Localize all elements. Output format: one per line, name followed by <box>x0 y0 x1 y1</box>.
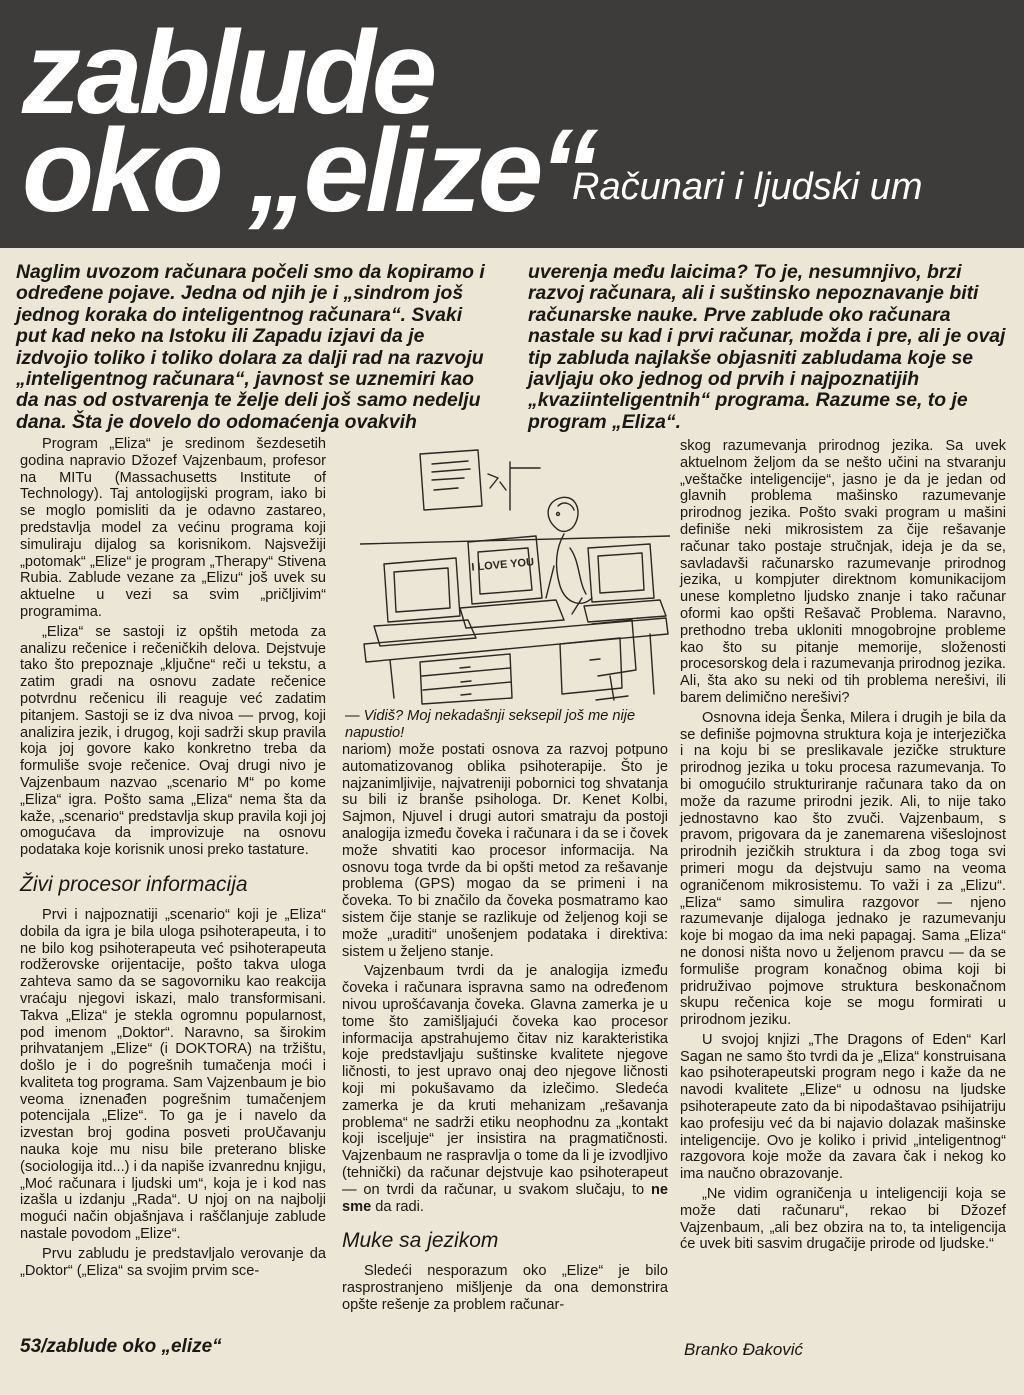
paragraph-text: Vajzenbaum tvrdi da je analogija između čoveka i računara ispravna samo na određenom nivou uprošćavanja čoveka. Glavna zamerka je u tome što zamišljajući čoveka kao procesor informacija apstrahujemo čitav niz karakteristika koje predstavljaju suštinske kvalitete njegove ličnosti, to jest upravo onaj deo njegove ličnosti koji mi pokušavamo da izlečimo. Sledeća zamerka je da kruti mehanizam „rešavanja problema“ ne sadrži etiku neophodnu za „kontakt koji isceljuje“ jer insistira na pragmatičnosti. Vajzenbaum ne raspravlja o tome da li je izvodljivo (tehnički) da računar dejstvuje kao psihoterapeut — on tvrdi da računar, u svakom slučaju, to <box>342 963 668 1198</box>
cartoon-illustration <box>360 448 670 706</box>
column-2 <box>342 742 668 1342</box>
paragraph: Prvi i najpoznatiji „scenario“ koji je „Eliza“ dobila da igra je bila uloga psihoterapeuta, i to ne bilo kog psihoterapeuta već psihoterapeuta rodžerovske orijentacije, pošto takva uloga zahteva samo da se sagovorniku kao reakcija vraćaju njegovi iskazi, malo transformisani. Takva „Eliza“ je stekla ogromnu popularnost, pod imenom „Doktor“. Naravno, sa širokim prihvatanjem „Elize“ (i DOKTORA) na tržištu, došlo je i do pogrešnih tumačenja moći i kvaliteta tog programa. Sam Vajzenbaum je bio veoma iznenađen pogrešnim tumačenjem potencijala „Elize“. To ga je i navelo da izvestan broj godina posveti proUčavanju nauka koje mu nisu bile preterano bliske (sociologija itd...) i da napiše izvanrednu knjigu, „Moć računara i ljudski um“, koja je i kod nas izašla u izdanju „Rada“. U njoj on na najbolji mogući način objašnjava i raščlanjuje zablude nastale povodom „Elize“. <box>20 906 326 1243</box>
headline-line-2: oko „elize“ <box>22 105 595 237</box>
column-3 <box>680 438 1006 1338</box>
lead-left: Naglim uvozom računara počeli smo da kopiramo i određene pojave. Jedna od njih je i „sindrom još jednog koraka do inteligentnog računara“. Svaki put kad neko na Istoku ili Zapadu izjavi da je izdvojio toliko i toliko dolara za dalji rad na razvoju „inteligentnog računara“, javnost se uznemiri kao da nas od ostvarenja te želje deli još samo nedelju dana. Šta je dovelo do odomaćenja ovakvih <box>16 261 485 433</box>
paragraph-text: da radi. <box>375 1198 424 1215</box>
paragraph: „Ne vidim ograničenja u inteligenciji koja se može dati računaru“, rekao bi Džozef Vajzenbaum, „ali bez obzira na to, ta inteligencija će uvek biti sasvim drugačije prirode od ljudske.“ <box>680 1186 1006 1253</box>
emphasis: ne sme <box>342 1181 668 1215</box>
paragraph: U svojoj knjizi „The Dragons of Eden“ Karl Sagan ne samo što tvrdi da je „Eliza“ konstruisana kao psihoterapeutski program nego i kaže da ne navodi kvalitete „Elize“ u odnosu na ljudske psihoterapeute zato da bi nipodaštavao psihijatriju kao profesiju već da bi najavio dolazak mašinske inteligencije. Ovo je koliko i privid „inteligentnog“ razgovora koje može da zavara čak i nekog ko ima naučno obrazovanje. <box>680 1031 1006 1183</box>
paragraph: skog razumevanja prirodnog jezika. Sa uvek aktuelnom željom da se nešto učini na stvaranju „veštačke inteligencije“, jasno je da je jedan od glavnih problema mašinsko razumevanje prirodnog jezika. Pošto svaki program u mašini definiše neki mikrosistem za čije rešavanje računar tako postaje stručnjak, ideja je da se, savladavši računarsko razumevanje prirodnog jezika, u kompjuter direktnom komunikacijom unese kompletno ljudsko znanje i tako računar oformi kao opšti Rešavač Problema. Naravno, prethodno treba ukloniti mnogobrojne probleme kao što su pitanje memorije, složenosti procesorskog dela i razumevanja prirodnog jezika. Ali, šta ako su neki od tih problema nerešivi, ili barem delimično nerešivi? <box>680 438 1006 706</box>
lead-paragraph <box>16 262 1006 433</box>
paragraph: Osnovna ideja Šenka, Milera i drugih je bila da se definiše pojmovna struktura koja je interjezička i na koju bi se preslikavale jezičke strukture prirodnog jezika u toku procesa razumevanja. To bi omogućilo strukturiranje računara tako da on može da razume prirodni jezik. Ali, to nije tako jednostavno kao što zvuči. Vajzenbaum, s pravom, prigovara da je zanemarena višeslojnost prirodnih jezičkih struktura i da zbog toga svi primeri mogu da dejstvuju samo na veoma ograničenom mikrosistemu. To važi i za „Elizu“. „Eliza“ samo simulira razgovor — njeno razumevanje dijaloga jednako je razumevanju koje bi mogao da ima neki papagaj. Sama „Eliza“ ne donosi ništa novo u željenom pravcu — da se formuliše program konačnog obima koji bi pridruživao pojmove struktura beskonačnom skupu rečenica koje se mogu formirati u prirodnom jeziku. <box>680 709 1006 1029</box>
cartoon-drawing <box>360 448 670 706</box>
headline-line-1: zablude <box>22 7 434 139</box>
column-1 <box>20 436 326 1296</box>
subheading: Muke sa jezikom <box>342 1229 499 1253</box>
lead-right: uverenja među laicima? To je, nesumnjivo, brzi razvoj računara, ali i suštinsko nepoznavanje biti računarske nauke. Prve zablude oko računara nastale su kad i prvi računar, možda i pre, ali je ovaj tip zabluda najlakše objasniti zabludama koje se javljaju oko jednog od prvih i najpoznatijih „kvaziinteligentnih“ programa. Razume se, to je program „Eliza“. <box>528 261 1006 433</box>
paragraph: Prvu zabludu je predstavljalo verovanje da „Doktor“ („Eliza“ sa svojim prvim sce- <box>20 1245 326 1279</box>
masthead <box>0 0 1024 248</box>
cartoon-caption: — Vidiš? Moj nekadašnji seksepil još me nije napustio! <box>345 708 636 741</box>
paragraph: Sledeći nesporazum oko „Elize“ je bilo rasprostranjeno mišljenje da ona demonstrira opšte rešenje za problem računar- <box>342 1263 668 1313</box>
page-folio: 53/zablude oko „elize“ <box>20 1336 222 1357</box>
subheading: Živi procesor informacija <box>20 872 248 896</box>
paragraph: Program „Eliza“ je sredinom šezdesetih godina napravio Džozef Vajzenbaum, profesor na MITu (Massachusetts Institute of Technology). Taj antologijski program, iako bi se moglo pomisliti da je odavno zastareo, predstavlja model za većinu programa koji simuliraju dijalog sa korisnikom. Najsvežiji „potomak“ „Elize“ je program „Therapy“ Stivena Rubia. Zablude vezane za „Elizu“ još uvek su aktuelne u vezi sa svim „pričljivim“ programima. <box>20 436 326 620</box>
screen-message: I LOVE YOU <box>470 556 535 574</box>
series-title: Računari i ljudski um <box>572 166 923 208</box>
paragraph: nariom) može postati osnova za razvoj potpuno automatizovanog oblika psihoterapije. Što je najzanimljivije, najvatreniji pobornici tog shvatanja su bili iz branše psihologa. Dr. Kenet Kolbi, Sajmon, Njuvel i drugi autori smatraju da postoji analogija između čoveka i računara i da se i čovek može shvatiti kao procesor informacija. Na osnovu toga tvrde da bi opšti metod za rešavanje problema (GPS) mogao da se primeni i na čoveka. To bi značilo da čoveka posmatramo kao sistem čije stanje se razlikuje od željenog koji se može „uraditi“ unošenjem podataka i direktiva: sistem u željeno stanje. <box>342 742 668 960</box>
paragraph <box>342 963 668 1215</box>
author-byline: Branko Đaković <box>684 1340 804 1359</box>
paragraph: „Eliza“ se sastoji iz opštih metoda za analizu rečenice i rečeničkih delova. Dejstvuje tako što prepoznaje „ključne“ reči u tekstu, a zatim gradi na osnovu zadate rečenice potvrdnu rečenicu ili reaguje već zadatim pitanjem. Sastoji se iz dva nivoa — prvog, koji analizira jezik, i drugog, koji sadrži skup pravila koja joj govore kako konkretno treba da formuliše svoje rečenice. Ovaj drugi nivo je Vajzenbaum nazvao „scenario M“ po kome „Eliza“ igra. Pošto sama „Eliza“ nema šta da kaže, „scenario“ predstavlja skup pravila koji joj omogućava da improvizuje na osnovu podataka koje korisnik unosi preko tastature. <box>20 623 326 859</box>
